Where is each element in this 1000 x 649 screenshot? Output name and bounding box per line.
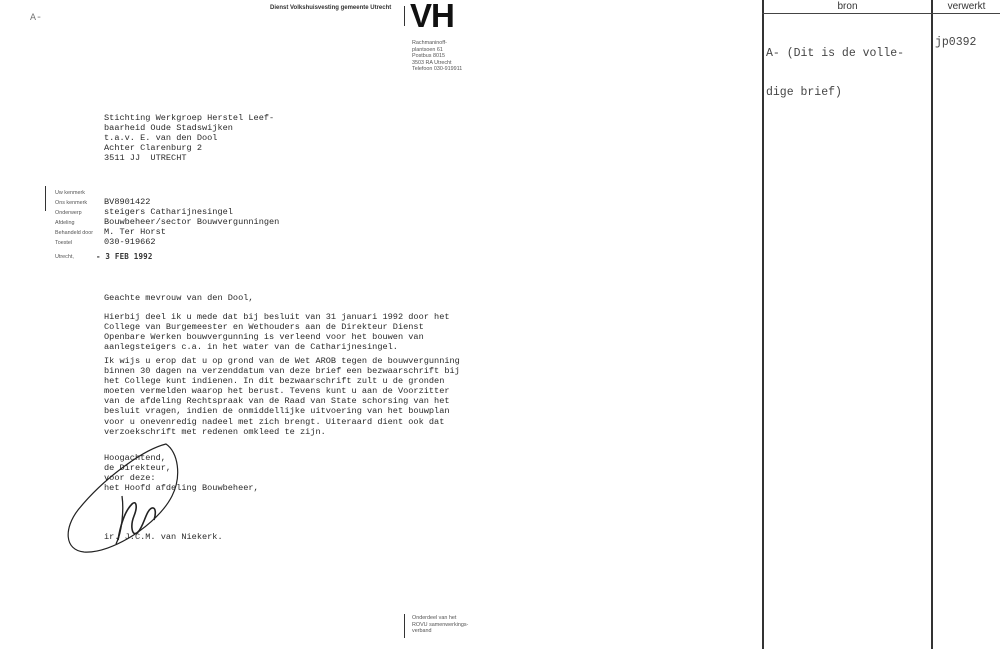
recipient-line: baarheid Oude Stadswijken bbox=[104, 123, 233, 134]
body-line: besluit vragen, indien de onmiddellijke uitvoering van het bouwplan bbox=[104, 406, 450, 417]
body-line: moeten vermelden waarop het berust. Tevens kunt u aan de Voorzitter bbox=[104, 386, 450, 397]
address-line: Rachmaninoff- bbox=[412, 40, 447, 46]
column-divider bbox=[762, 0, 764, 649]
address-line: Postbus 8015 bbox=[412, 53, 445, 60]
closing-line: voor deze: bbox=[104, 473, 156, 484]
ref-label-toestel: Toestel bbox=[55, 239, 73, 246]
column-header-bron: bron bbox=[837, 1, 858, 12]
ref-value-behandeld-door: M. Ter Horst bbox=[104, 227, 166, 238]
recipient-address bbox=[104, 113, 274, 163]
address-line: plantsoen 61 bbox=[412, 46, 443, 53]
footer-divider bbox=[404, 614, 405, 638]
ref-label-ons-kenmerk: Ons kenmerk bbox=[55, 199, 88, 206]
closing-line: de Direkteur, bbox=[104, 463, 172, 474]
address-line: 3503 RA Utrecht bbox=[412, 59, 452, 66]
body-line: binnen 30 dagen na verzenddatum van deze brief een bezwaarschrift bij bbox=[104, 366, 460, 377]
recipient-line: t.a.v. E. van den Dool bbox=[104, 133, 218, 144]
ref-value-afdeling: Bouwbeheer/sector Bouwvergunningen bbox=[104, 217, 280, 228]
paragraph-1 bbox=[104, 312, 450, 352]
logo-divider bbox=[404, 6, 405, 26]
reference-labels bbox=[55, 189, 93, 248]
bron-note bbox=[766, 21, 904, 112]
ref-value-ons-kenmerk: BV8901422 bbox=[104, 197, 151, 207]
logo-text: VH bbox=[410, 0, 454, 34]
footer-note bbox=[412, 615, 468, 635]
recipient-line: Achter Clarenburg 2 bbox=[104, 143, 202, 154]
bron-note-line: A- (Dit is de volle- bbox=[766, 47, 905, 60]
body-line: Openbare Werken bouwvergunning is verleend voor het bouwen van bbox=[104, 332, 424, 343]
body-line: College van Burgemeester en Wethouders aan de Direkteur Dienst bbox=[104, 322, 424, 333]
header-rule bbox=[762, 13, 1000, 14]
ref-label-onderwerp: Onderwerp bbox=[55, 209, 82, 216]
verwerkt-code: jp0392 bbox=[935, 36, 977, 49]
body-line: verzoekschrift met redenen omkleed te zijn. bbox=[104, 426, 326, 437]
body-line: Ik wijs u erop dat u op grond van de Wet AROB tegen de bouwvergunning bbox=[104, 356, 460, 366]
footer-line: ROVU samenwerkings- bbox=[412, 621, 469, 628]
sender-address bbox=[412, 40, 462, 73]
ref-label-uw-kenmerk: Uw kenmerk bbox=[55, 190, 85, 196]
reference-bracket bbox=[45, 186, 46, 211]
column-header-verwerkt: verwerkt bbox=[947, 1, 986, 12]
date-stamp: - 3 FEB 1992 bbox=[96, 252, 153, 261]
ref-value-onderwerp: steigers Catharijnesingel bbox=[104, 207, 233, 218]
ref-value-toestel: 030-919662 bbox=[104, 237, 156, 248]
page-mark: A- bbox=[30, 13, 43, 24]
date-label: Utrecht, bbox=[55, 254, 74, 260]
recipient-line: Stichting Werkgroep Herstel Leef- bbox=[104, 113, 275, 123]
body-line: Hierbij deel ik u mede dat bij besluit van 31 januari 1992 door het bbox=[104, 312, 450, 322]
recipient-line: 3511 JJ UTRECHT bbox=[104, 153, 187, 164]
salutation: Geachte mevrouw van den Dool, bbox=[104, 293, 254, 303]
column-divider bbox=[931, 0, 933, 649]
closing-line: het Hoofd afdeling Bouwbeheer, bbox=[104, 483, 259, 494]
signatory-name: ir. J.C.M. van Niekerk. bbox=[104, 532, 223, 542]
footer-line: verband bbox=[412, 628, 432, 635]
vh-logo bbox=[404, 0, 474, 36]
ref-label-behandeld-door: Behandeld door bbox=[55, 229, 94, 236]
department-name: Dienst Volkshuisvesting gemeente Utrecht bbox=[270, 5, 392, 11]
address-line: Telefoon 030-919911 bbox=[412, 66, 463, 73]
bron-note-line: dige brief) bbox=[766, 86, 842, 99]
body-line: het College kunt indienen. In dit bezwaarschrift zult u de gronden bbox=[104, 376, 445, 387]
reference-values bbox=[104, 197, 279, 247]
footer-line: Onderdeel van het bbox=[412, 615, 457, 621]
closing-line: Hoogachtend, bbox=[104, 453, 166, 463]
ref-label-afdeling: Afdeling bbox=[55, 219, 75, 226]
paragraph-2 bbox=[104, 356, 460, 437]
body-line: voor u onevenredig nadeel met zich brengt. Uiteraard dient ook dat bbox=[104, 416, 445, 427]
body-line: aanlegsteigers c.a. in het water van de Catharijnesingel. bbox=[104, 342, 398, 353]
body-line: van de afdeling Rechtspraak van de Raad van State schorsing van het bbox=[104, 396, 450, 407]
